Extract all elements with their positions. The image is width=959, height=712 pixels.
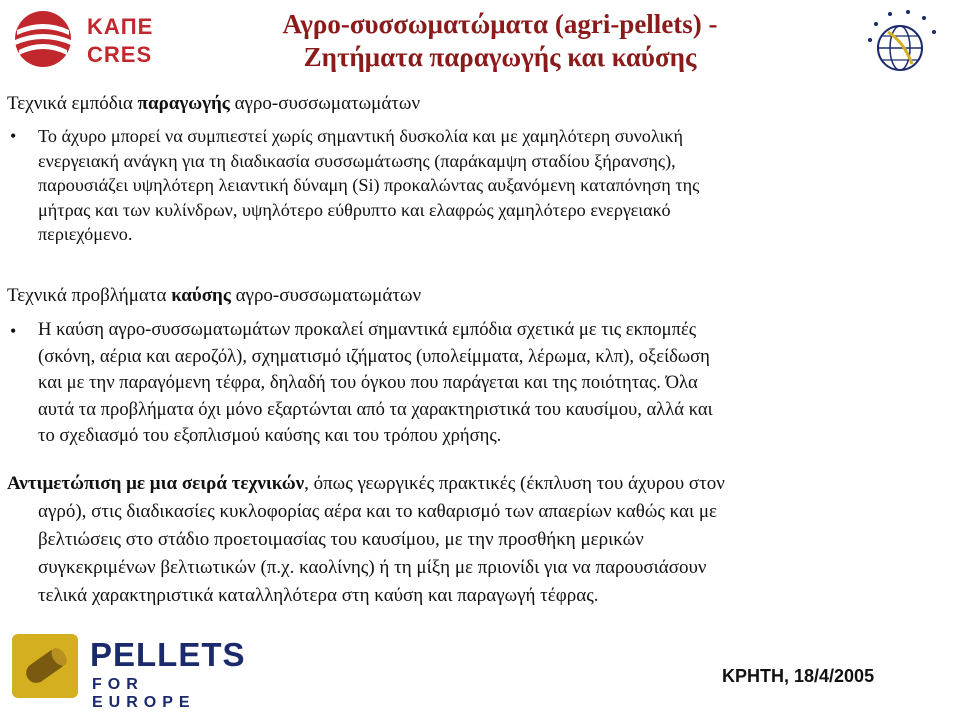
- bullet-line: μήτρας και των κυλίνδρων, υψηλότερο εύθρυπτο και ελαφρώς χαμηλότερο ενεργειακό: [38, 199, 671, 220]
- bullet-combustion: [38, 317, 956, 450]
- bullet-line: αυτά τα προβλήματα όχι μόνο εξαρτώνται από τα χαρακτηριστικά του καυσίμου, αλλά και: [38, 398, 713, 420]
- paragraph-line: αγρό), στις διαδικασίες κυκλοφορίας αέρα και το καθαρισμό των απαερίων καθώς και με: [38, 501, 717, 522]
- pellets-word: PELLETS: [90, 636, 246, 673]
- kape-cres-logo: [5, 8, 155, 70]
- bullet-line: και με την παραγόμενη τέφρα, δηλαδή του όγκου που παράγεται και της ποιότητας. Όλα: [38, 372, 698, 393]
- bullet-line: ενεργειακή ανάγκη για τη διαδικασία συσσωμάτωσης (παράκαμψη σταδίου ξήρανσης),: [38, 150, 676, 171]
- paragraph-line: Αντιμετώπιση με μια σειρά τεχνικών, όπως γεωργικές πρακτικές (έκπλυση του άχυρου στον: [7, 473, 725, 494]
- heading-bold-word: παραγωγής: [137, 93, 230, 114]
- section-heading-combustion: Τεχνικά προβλήματα καύσης αγρο-συσσωματωμάτων: [7, 285, 422, 306]
- globe-icon: [848, 2, 952, 86]
- heading-bold-word: καύσης: [171, 285, 231, 306]
- bullet-line: το σχεδιασμό του εξοπλισμού καύσης και του τρόπου χρήσης.: [38, 425, 502, 446]
- pellets-emblem-icon: [10, 630, 84, 702]
- page-title: [160, 8, 840, 74]
- footer-date: ΚΡΗΤΗ, 18/4/2005: [722, 666, 875, 686]
- paragraph-line: τελικά χαρακτηριστικά καταλληλότερα στη καύση και παραγωγή τέφρας.: [38, 585, 599, 606]
- bullet-icon: •: [10, 126, 17, 146]
- kape-logo-text: ΚΑΠΕ: [87, 14, 154, 39]
- title-line-1: Αγρο-συσσωματώματα (agri-pellets) -: [282, 9, 718, 39]
- cres-logo-text: CRES: [87, 42, 153, 67]
- paragraph-lead-bold: Αντιμετώπιση με μια σειρά τεχνικών: [7, 473, 305, 494]
- paragraph-mitigation: [7, 470, 955, 610]
- paragraph-line: βελτιώσεις στο στάδιο προετοιμασίας του καυσίμου, με την προσθήκη μερικών: [38, 529, 644, 550]
- kape-emblem-icon: [5, 8, 83, 70]
- section-heading-production: Τεχνικά εμπόδια παραγωγής αγρο-συσσωματωμάτων: [7, 93, 421, 114]
- bullet-production: [38, 124, 956, 247]
- paragraph-line: συγκεκριμένων βελτιωτικών (π.χ. καολίνης) ή τη μίξη με πριονίδι για να παρουσιάσουν: [38, 557, 707, 578]
- bullet-line: παρουσιάζει υψηλότερη λειαντική δύναμη (Si) προκαλώντας αυξανόμενη καταπόνηση της: [38, 175, 700, 195]
- pellets-subtitle: FOR EUROPE: [92, 676, 196, 711]
- bullet-icon: •: [10, 321, 17, 341]
- pellets-for-europe-logo: [10, 630, 250, 711]
- altener-logo: [848, 2, 952, 86]
- bullet-line: περιεχόμενο.: [38, 224, 133, 244]
- bullet-line: Η καύση αγρο-συσσωματωμάτων προκαλεί σημαντικά εμπόδια σχετικά με τις εκπομπές: [38, 319, 697, 340]
- bullet-line: Το άχυρο μπορεί να συμπιεστεί χωρίς σημαντική δυσκολία και με χαμηλότερη συνολική: [38, 126, 684, 146]
- title-line-2: Ζητήματα παραγωγής και καύσης: [303, 42, 697, 72]
- bullet-line: (σκόνη, αέρια και αεροζόλ), σχηματισμό ιζήματος (υπολείμματα, λέρωμα, κλπ), οξείδωση: [38, 345, 710, 367]
